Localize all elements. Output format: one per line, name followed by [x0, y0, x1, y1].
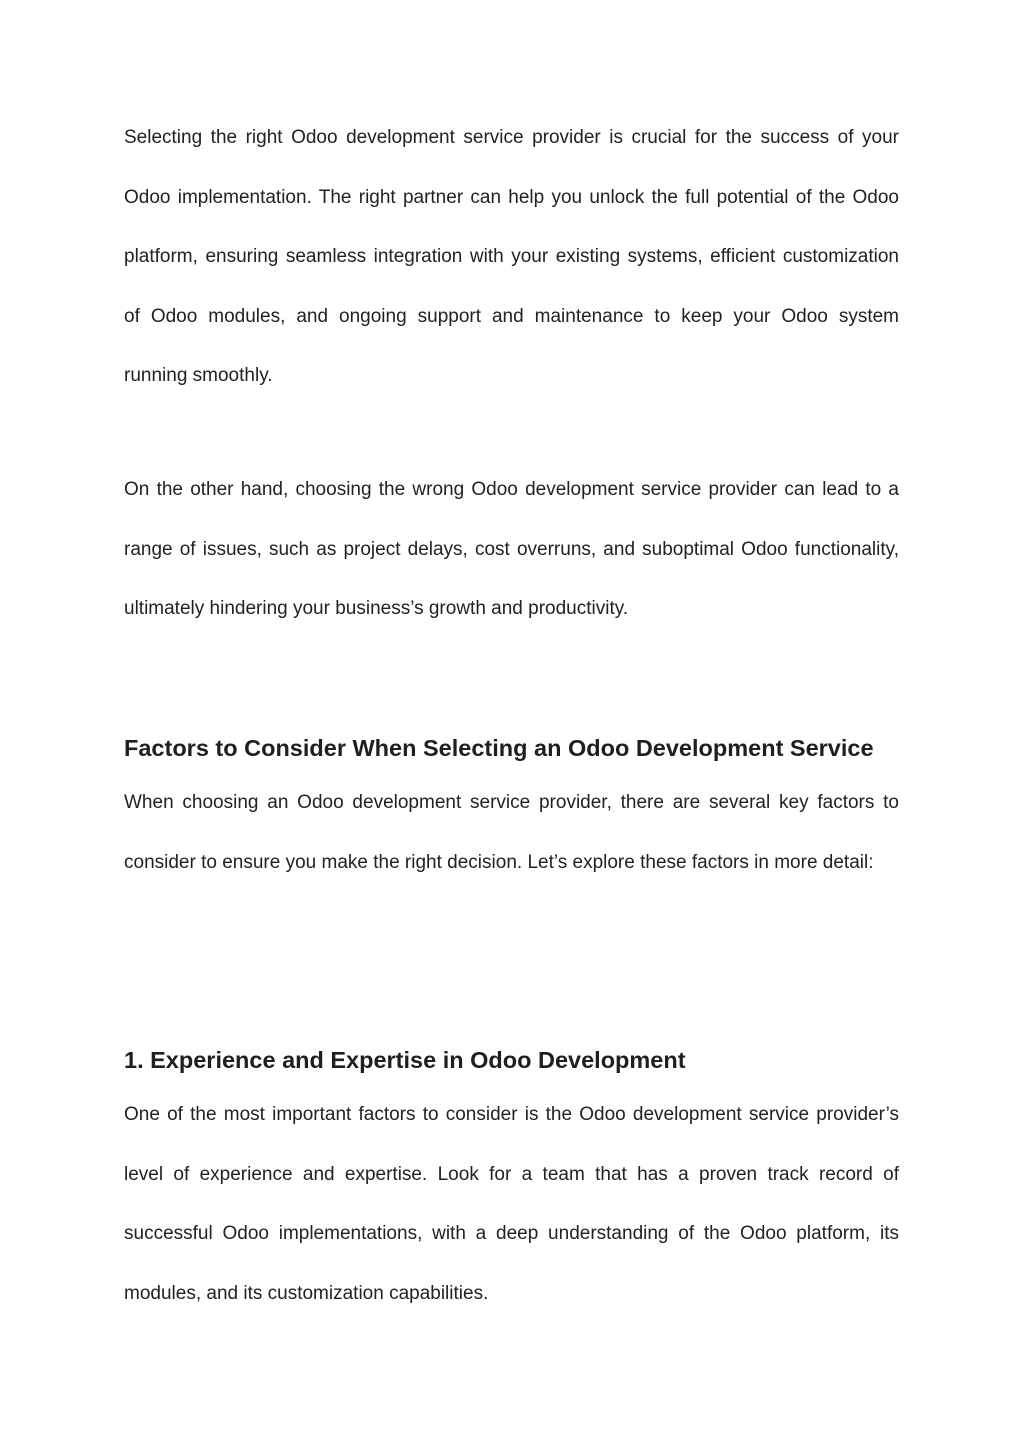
- experience-heading: 1. Experience and Expertise in Odoo Development: [124, 1047, 686, 1073]
- factors-intro-paragraph: When choosing an Odoo development service provider, there are several key factors to consider to ensure you make the right decision. Let’s explore these factors in more detail:: [124, 792, 899, 873]
- intro-paragraph: Selecting the right Odoo development service provider is crucial for the success of your Odoo implementation. The right partner can help you unlock the full potential of the Odoo platform, ensuring seamless integration with your existing systems, efficient customization of Odoo modules, and ongoing support and maintenance to keep your Odoo system running smoothly.: [124, 127, 899, 386]
- wrong-provider-paragraph: On the other hand, choosing the wrong Odoo development service provider can lead to a range of issues, such as project delays, cost overruns, and suboptimal Odoo functionality, ultimately hindering your business’s growth and productivity.: [124, 479, 899, 619]
- experience-paragraph: One of the most important factors to consider is the Odoo development service provider’s level of experience and expertise. Look for a team that has a proven track record of successful Odoo implementations, with a deep understanding of the Odoo platform, its modules, and its customization capabilities.: [124, 1104, 899, 1304]
- factors-heading: Factors to Consider When Selecting an Odoo Development Service: [124, 735, 874, 761]
